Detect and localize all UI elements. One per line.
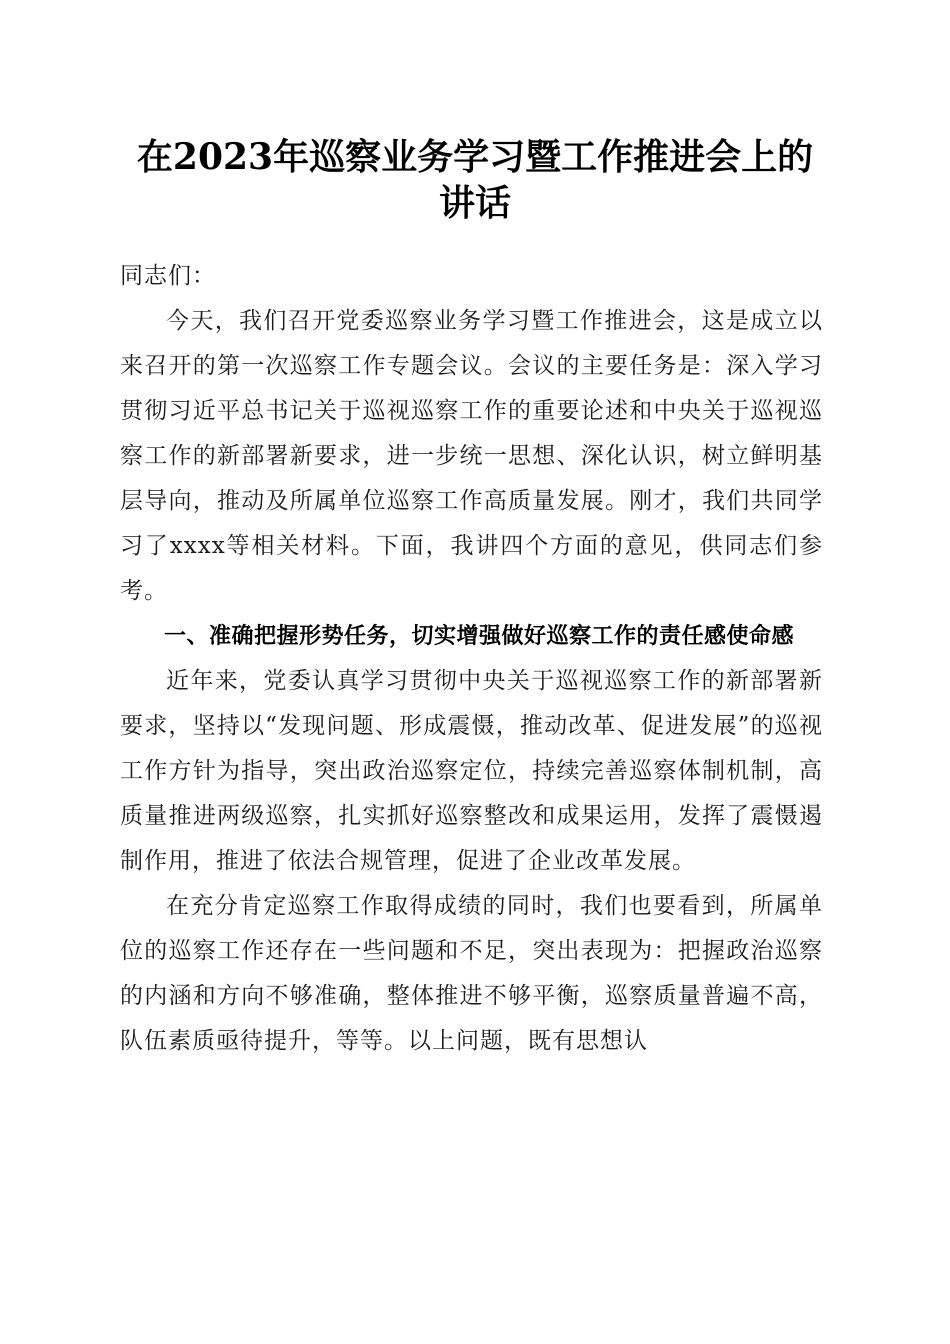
paragraph: 近年来，党委认真学习贯彻中央关于巡视巡察工作的新部署新要求，坚持以“发现问题、形成震慑，推动改革、促进发展”的巡视工作方针为指导，突出政治巡察定位，持续完善巡察体制机制，高质量推进两级巡察，扎实抓好巡察整改和成果运用，发挥了震慑遏制作用，推进了依法合规管理，促进了企业改革发展。 (120, 668, 823, 874)
paragraph: 今天，我们召开党委巡察业务学习暨工作推进会，这是成立以来召开的第一次巡察工作专题会议。会议的主要任务是：深入学习贯彻习近平总书记关于巡视巡察工作的重要论述和中央关于巡视巡察工作的新部署新要求，进一步统一思想、深化认识，树立鲜明基层导向，推动及所属单位巡察工作高质量发展。刚才，我们共同学习了xxxx等相关材料。下面，我讲四个方面的意见，供同志们参考。 (120, 308, 823, 604)
section-heading: 一、准确把握形势任务，切实增强做好巡察工作的责任感使命感 (164, 624, 795, 649)
document-body (120, 254, 823, 1064)
paragraph: 在充分肯定巡察工作取得成绩的同时，我们也要看到，所属单位的巡察工作还存在一些问题和不足，突出表现为：把握政治巡察的内涵和方向不够准确，整体推进不够平衡，巡察质量普遍不高，队伍素质亟待提升，等等。以上问题，既有思想认 (120, 893, 823, 1054)
document-title: 在2023年巡察业务学习暨工作推进会上的讲话 (136, 136, 814, 224)
salutation: 同志们： (120, 263, 216, 289)
